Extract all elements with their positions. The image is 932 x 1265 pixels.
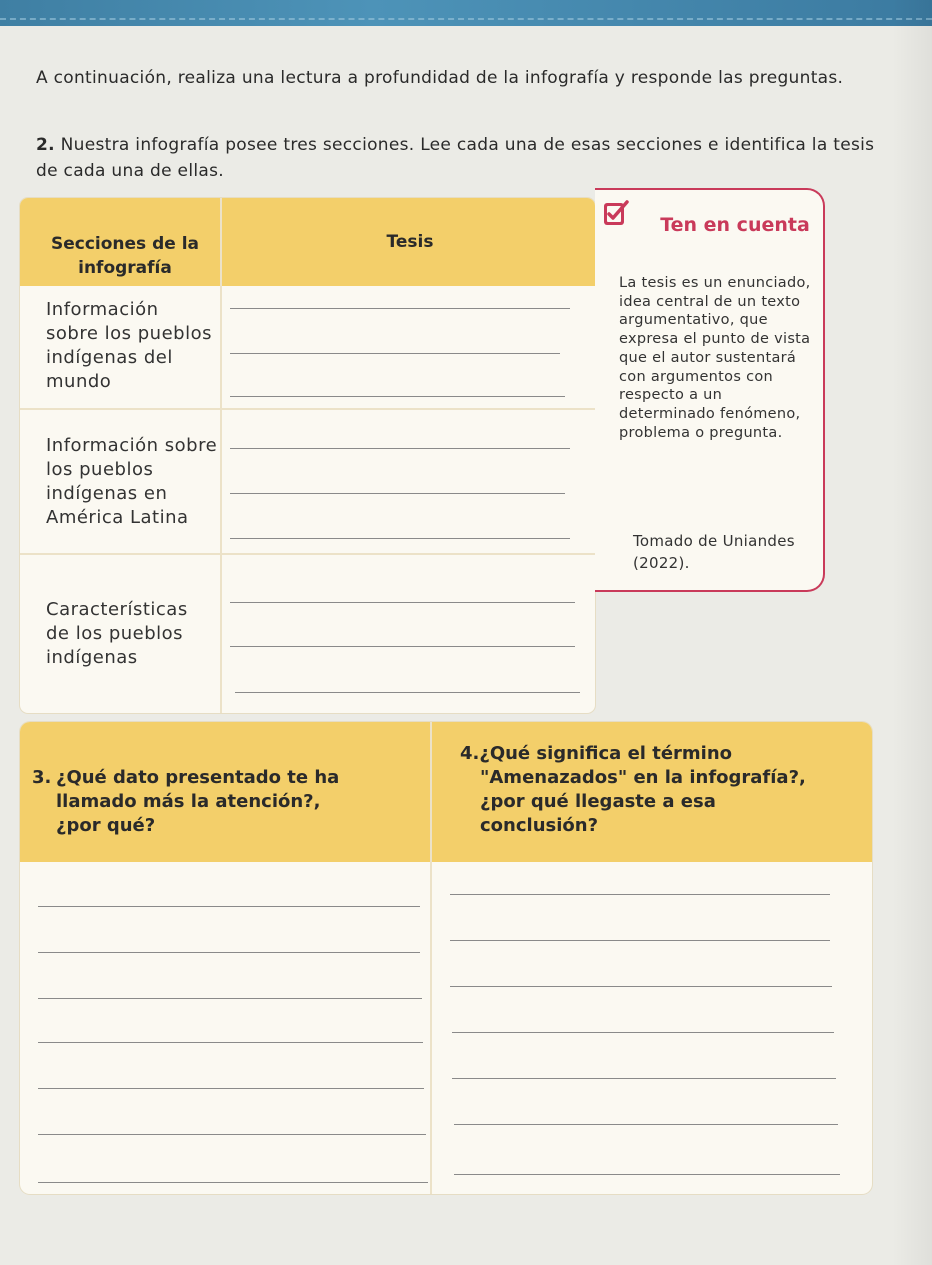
answer-line[interactable] (235, 692, 580, 693)
question-3-line3: ¿por qué? (56, 815, 156, 836)
answer-line[interactable] (454, 1174, 840, 1175)
question-2-text: Nuestra infografía posee tres secciones. Lee cada una de esas secciones e identifica la tesis de cada una de ellas. (36, 135, 875, 181)
answer-line[interactable] (38, 1134, 426, 1135)
answer-line[interactable] (452, 1032, 834, 1033)
answer-line[interactable] (38, 1042, 423, 1043)
answer-line[interactable] (230, 493, 565, 494)
question-4-line3: ¿por qué llegaste a esa (480, 791, 716, 812)
row-divider (20, 553, 595, 555)
answer-line[interactable] (38, 998, 422, 999)
page-edge-shadow (892, 0, 932, 1265)
row-label-characteristics: Características de los pueblos indígenas (46, 599, 188, 668)
answer-line[interactable] (230, 308, 570, 309)
question-4-line2: "Amenazados" en la infografía?, (480, 767, 806, 788)
header-sections: Secciones de la infografía (50, 234, 200, 278)
answer-line[interactable] (450, 986, 832, 987)
answer-line[interactable] (230, 353, 560, 354)
answer-line[interactable] (230, 448, 570, 449)
answer-line[interactable] (230, 396, 565, 397)
question-4-line1: ¿Qué significa el término (479, 743, 733, 764)
note-box (595, 188, 825, 592)
thesis-table (20, 198, 595, 713)
row-label-latam: Información sobre los pueblos indígenas en América Latina (46, 435, 218, 528)
answer-line[interactable] (38, 906, 420, 907)
column-divider (430, 722, 432, 1194)
note-body: La tesis es un enunciado, idea central de un texto argumentativo, que expresa el punto de vista que el autor sustentará con argumentos con respecto a un determinado fenómeno, problema o pregunta. (619, 275, 811, 441)
question-4-number: 4. (460, 743, 480, 764)
questions-3-4-table (20, 722, 872, 1194)
question-3-number: 3. (32, 767, 52, 788)
answer-line[interactable] (38, 1088, 424, 1089)
top-banner (0, 0, 932, 26)
intro-instruction: A continuación, realiza una lectura a profundidad de la infografía y responde las preguntas. (36, 68, 844, 88)
question-3 (32, 766, 422, 838)
question-4 (460, 742, 870, 838)
banner-stripe (0, 17, 932, 20)
answer-line[interactable] (38, 952, 420, 953)
row-label-world: Información sobre los pueblos indígenas del mundo (46, 299, 212, 392)
header-tesis: Tesis (386, 232, 434, 252)
answer-line[interactable] (450, 940, 830, 941)
answer-line[interactable] (452, 1078, 836, 1079)
question-3-line1: ¿Qué dato presentado te ha (56, 767, 340, 788)
row-divider (20, 408, 595, 410)
answer-line[interactable] (38, 1182, 428, 1183)
answer-line[interactable] (450, 894, 830, 895)
question-3-line2: llamado más la atención?, (56, 791, 321, 812)
answer-line[interactable] (230, 538, 570, 539)
answer-line[interactable] (230, 646, 575, 647)
answer-line[interactable] (454, 1124, 838, 1125)
answer-line[interactable] (230, 602, 575, 603)
question-2 (36, 132, 896, 184)
checklist-icon (601, 198, 631, 228)
question-4-line4: conclusión? (480, 815, 599, 836)
note-source: Tomado de Uniandes (2022). (633, 532, 795, 572)
question-2-number: 2. (36, 135, 55, 155)
note-title: Ten en cuenta (660, 214, 810, 236)
